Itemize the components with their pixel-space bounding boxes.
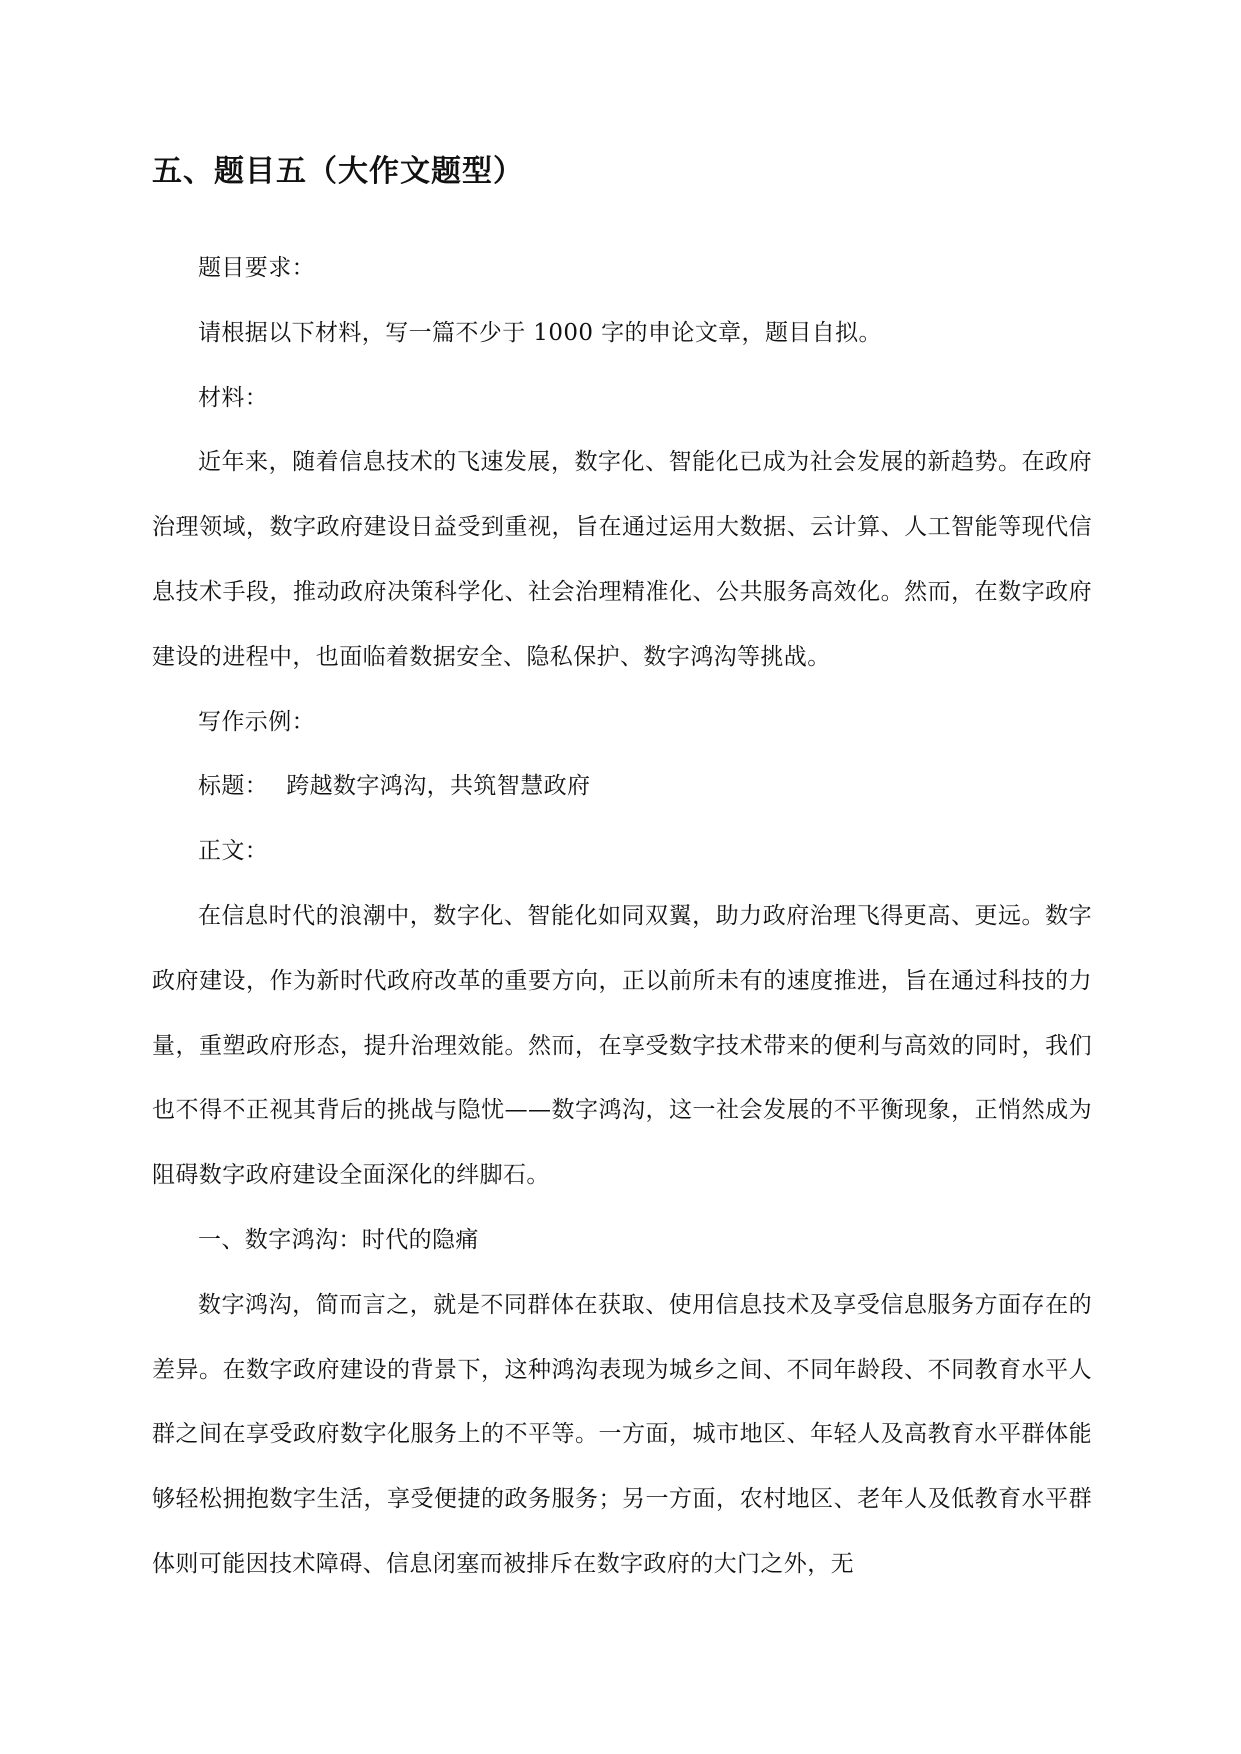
- body-label: 正文：: [198, 838, 269, 865]
- document-body: [152, 236, 1092, 1597]
- material-paragraph: 近年来，随着信息技术的飞速发展，数字化、智能化已成为社会发展的新趋势。在政府治理领域，数字政府建设日益受到重视，旨在通过运用大数据、云计算、人工智能等现代信息技术手段，推动政府决策科学化、社会治理精准化、公共服务高效化。然而，在数字政府建设的进程中，也面临着数据安全、隐私保护、数字鸿沟等挑战。: [152, 449, 1092, 670]
- title-label: 标题：: [198, 773, 269, 800]
- section-heading: 五、题目五（大作文题型）: [152, 154, 524, 189]
- essay-title-line: [152, 754, 1092, 819]
- requirement-label: 题目要求：: [198, 255, 315, 281]
- material-label: 材料：: [198, 384, 269, 411]
- intro-paragraph: 在信息时代的浪潮中，数字化、智能化如同双翼，助力政府治理飞得更高、更远。数字政府建设，作为新时代政府改革的重要方向，正以前所未有的速度推进，旨在通过科技的力量，重塑政府形态，提升治理效能。然而，在享受数字技术带来的便利与高效的同时，我们也不得不正视其背后的挑战与隐忧——数字鸿沟，这一社会发展的不平衡现象，正悄然成为阻碍数字政府建设全面深化的绊脚石。: [152, 902, 1092, 1189]
- essay-title: 跨越数字鸿沟，共筑智慧政府: [286, 773, 591, 800]
- requirement-text: 请根据以下材料，写一篇不少于 1000 字的申论文章，题目自拟。: [198, 319, 882, 346]
- example-label: 写作示例：: [198, 708, 315, 735]
- section1-heading: 一、数字鸿沟：时代的隐痛: [198, 1226, 479, 1253]
- section1-paragraph: 数字鸿沟，简而言之，就是不同群体在获取、使用信息技术及享受信息服务方面存在的差异。在数字政府建设的背景下，这种鸿沟表现为城乡之间、不同年龄段、不同教育水平人群之间在享受政府数字化服务上的不平等。一方面，城市地区、年轻人及高教育水平群体能够轻松拥抱数字生活，享受便捷的政务服务；另一方面，农村地区、老年人及低教育水平群体则可能因技术障碍、信息闭塞而被排斥在数字政府的大门之外，无: [152, 1291, 1092, 1577]
